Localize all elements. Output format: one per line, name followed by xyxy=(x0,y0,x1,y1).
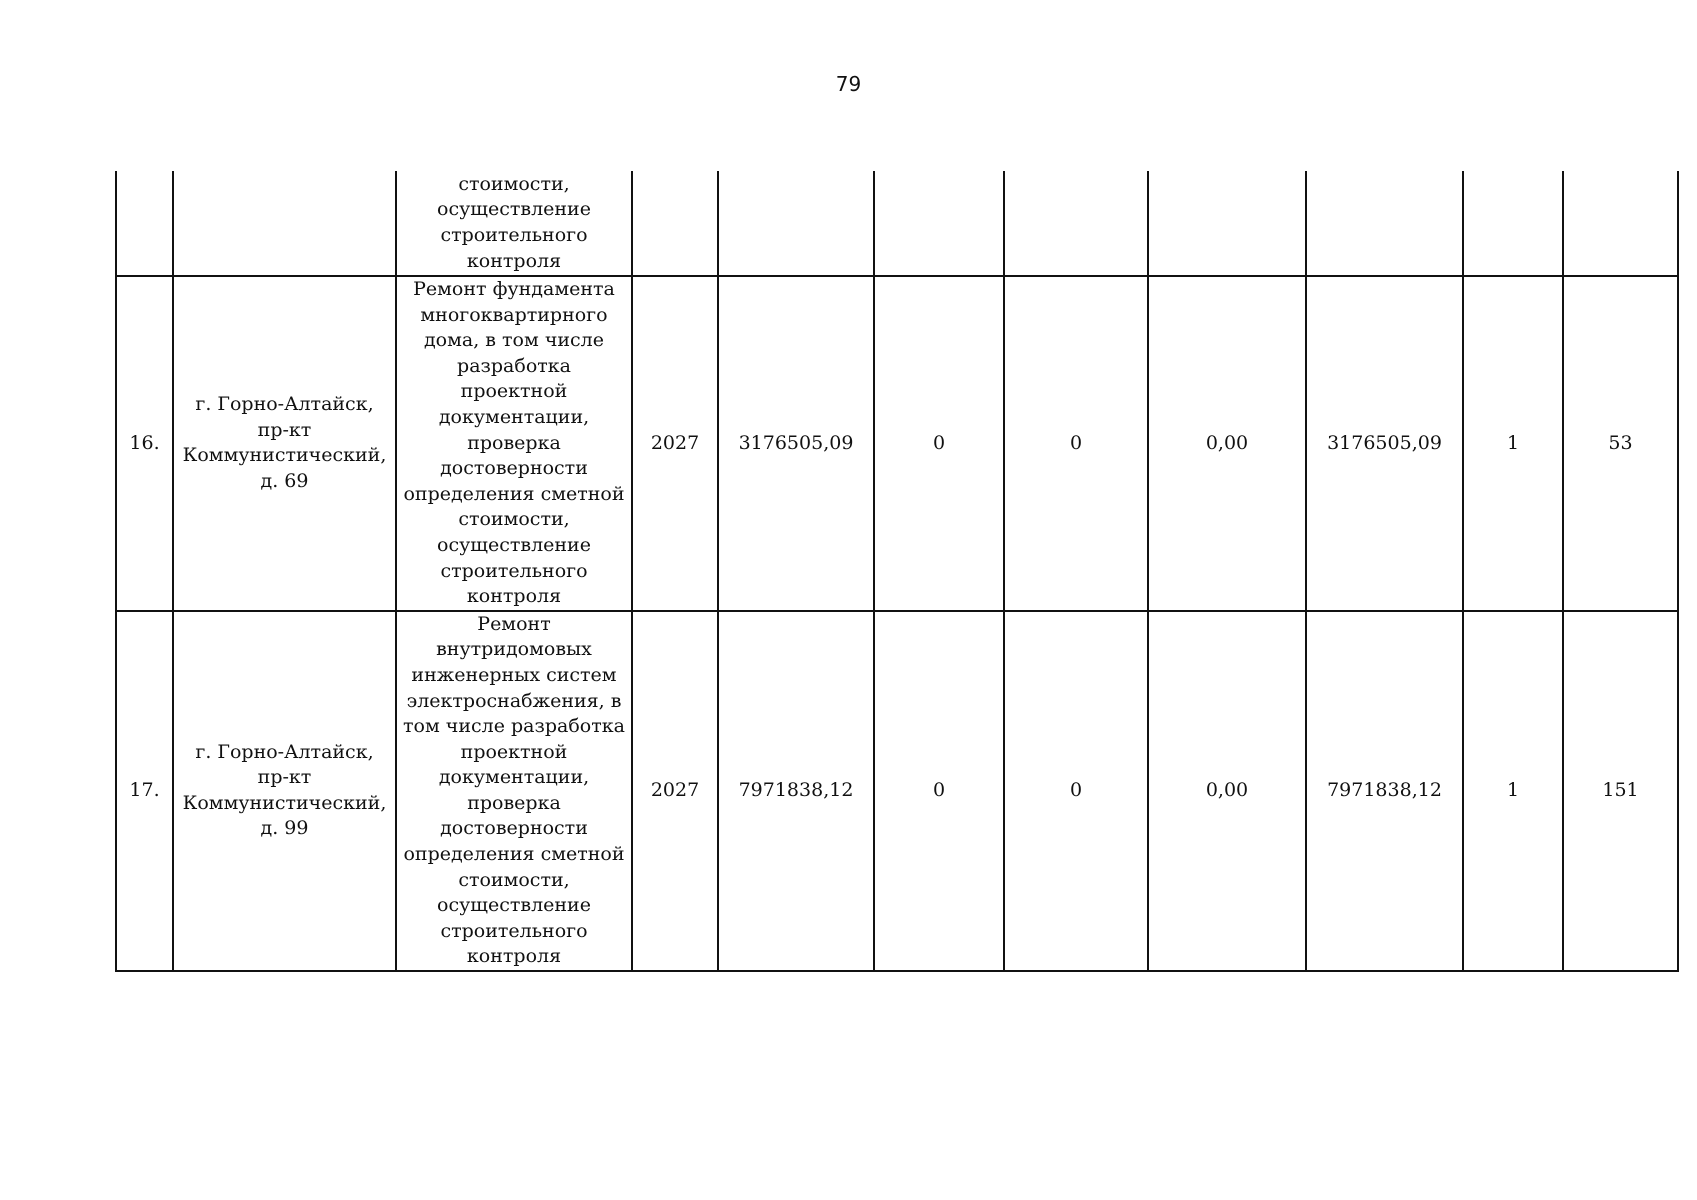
total-value: 3176505,09 xyxy=(738,431,854,454)
repair-program-table xyxy=(115,171,1679,972)
cell-address xyxy=(173,276,396,611)
cell-count xyxy=(1463,171,1563,276)
owners-value: 3176505,09 xyxy=(1327,431,1442,454)
cell-total xyxy=(718,611,874,971)
table-row-continued xyxy=(116,171,1678,276)
cell-num xyxy=(116,276,173,611)
cell-last xyxy=(1563,171,1678,276)
cell-work xyxy=(396,276,632,611)
cell-work xyxy=(396,611,632,971)
cell-count xyxy=(1463,276,1563,611)
last-value: 151 xyxy=(1602,779,1639,802)
cell-local xyxy=(1148,611,1306,971)
cell-owners xyxy=(1306,276,1463,611)
cell-fund xyxy=(874,611,1004,971)
page-number: 79 xyxy=(835,72,862,96)
cell-budget xyxy=(1004,276,1148,611)
cell-num xyxy=(116,611,173,971)
work-text: стоимости, осуществление строительного контроля xyxy=(437,172,591,272)
cell-owners xyxy=(1306,171,1463,276)
last-value: 53 xyxy=(1608,431,1633,454)
budget-value: 0 xyxy=(1069,779,1083,802)
address-text: г. Горно-Алтайск, пр-кт Коммунистический, д. 69 xyxy=(182,393,387,492)
table-row xyxy=(116,276,1678,611)
cell-year xyxy=(632,276,718,611)
count-value: 1 xyxy=(1506,779,1520,802)
cell-fund xyxy=(874,276,1004,611)
cell-address xyxy=(173,611,396,971)
cell-year xyxy=(632,171,718,276)
cell-total xyxy=(718,276,874,611)
cell-last xyxy=(1563,611,1678,971)
cell-local xyxy=(1148,171,1306,276)
cell-fund xyxy=(874,171,1004,276)
year-value: 2027 xyxy=(650,779,700,802)
cell-owners xyxy=(1306,611,1463,971)
owners-value: 7971838,12 xyxy=(1327,779,1442,802)
total-value: 7971838,12 xyxy=(738,779,854,802)
count-value: 1 xyxy=(1506,431,1520,454)
local-value: 0,00 xyxy=(1205,779,1249,802)
local-value: 0,00 xyxy=(1205,431,1249,454)
budget-value: 0 xyxy=(1069,431,1083,454)
address-text: г. Горно-Алтайск, пр-кт Коммунистический, д. 99 xyxy=(182,740,387,840)
work-text: Ремонт фундамента многоквартирного дома, в том числе разработка проектной документации, проверка достоверности определения сметной стоимости, осуществление строительного контроля xyxy=(403,278,625,608)
cell-work xyxy=(396,171,632,276)
cell-address xyxy=(173,171,396,276)
cell-total xyxy=(718,171,874,276)
work-text: Ремонт внутридомовых инженерных систем электроснабжения, в том числе разработка проектной документации, проверка достоверности определения сметной стоимости, осуществление строительного контроля xyxy=(403,612,625,968)
cell-year xyxy=(632,611,718,971)
row-number: 17. xyxy=(129,779,160,802)
cell-budget xyxy=(1004,171,1148,276)
fund-value: 0 xyxy=(932,779,946,802)
cell-count xyxy=(1463,611,1563,971)
year-value: 2027 xyxy=(650,431,700,454)
fund-value: 0 xyxy=(932,431,946,454)
cell-last xyxy=(1563,276,1678,611)
row-number: 16. xyxy=(129,431,160,454)
cell-local xyxy=(1148,276,1306,611)
table-row xyxy=(116,611,1678,971)
cell-budget xyxy=(1004,611,1148,971)
cell-num xyxy=(116,171,173,276)
